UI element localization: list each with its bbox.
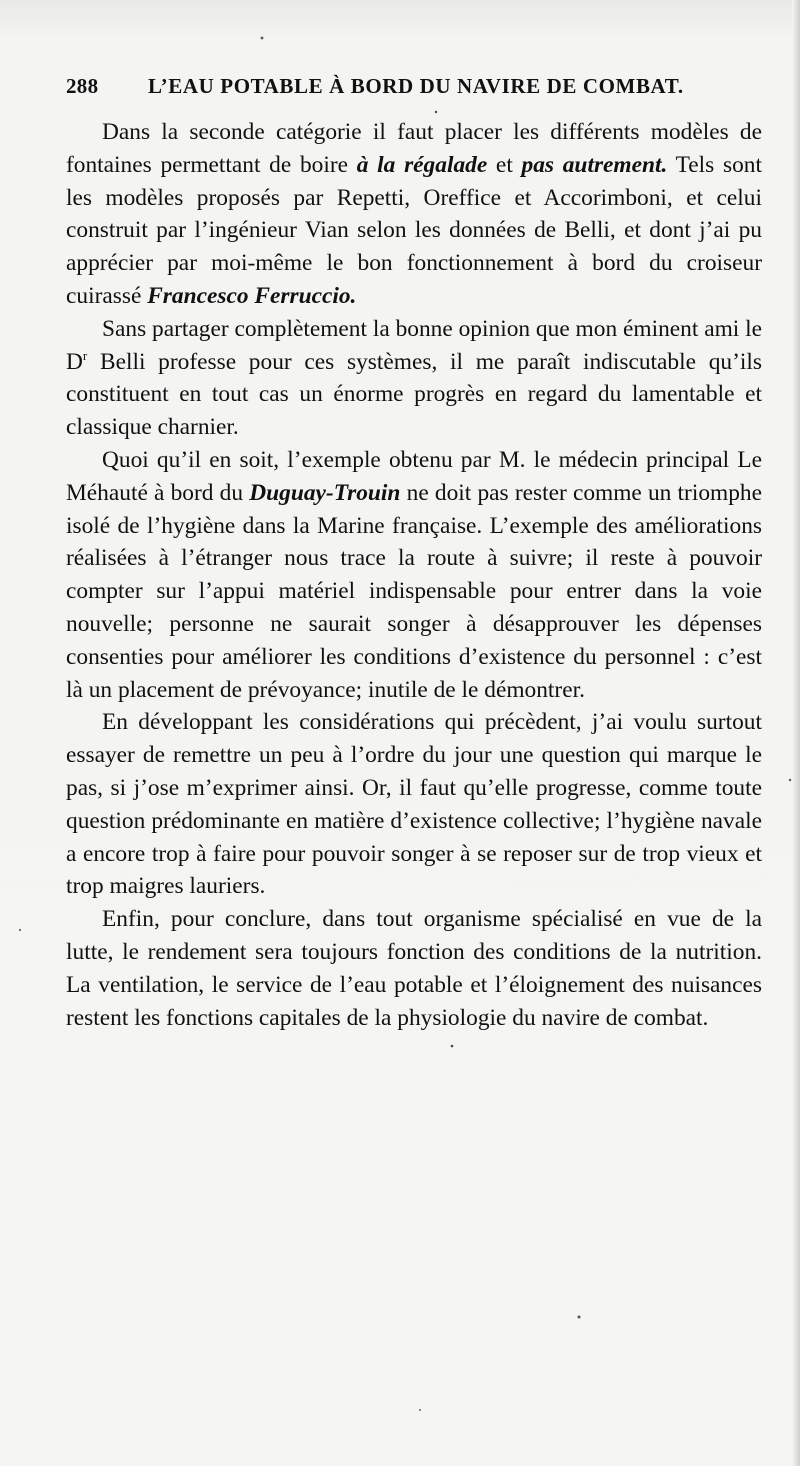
body-text: [66, 116, 762, 1034]
paragraph-3-text-a: Quoi qu’il en soit, l’exemple obtenu par M. le médecin principal Le Méhauté à bord du: [66, 446, 762, 506]
paragraph-4: [66, 706, 762, 903]
speck: [261, 37, 264, 40]
paragraph-4-text: En développant les considérations qui précèdent, j’ai voulu surtout essayer de remettre un peu à l’ordre du jour une question qui marque le pas, si j’ose m’exprimer ainsi. Or, il faut qu’elle progresse, comme toute question prédominante en matière d’existence collective; l’hygiène navale a encore trop à faire pour pouvoir songer à se reposer sur de trop vieux et trop maigres lauriers.: [66, 709, 762, 900]
paragraph-5: [66, 903, 762, 1034]
page-number: 288: [66, 74, 99, 98]
page-edge: [792, 0, 800, 1466]
speck: [789, 779, 791, 781]
speck: [451, 1045, 454, 1048]
running-title: L’EAU POTABLE À BORD DU NAVIRE DE COMBAT.: [148, 74, 684, 98]
speck: [435, 111, 437, 113]
paragraph-3-text-c: ne doit pas rester comme un triomphe isolé de l’hygiène dans la Marine française. L’exemple des améliorations réalisées à l’étranger nous trace la route à suivre; il reste à pouvoir compter sur l’appui matériel indispensable pour entrer dans la voie nouvelle; personne ne saurait songer à désapprouver les dépenses consenties pour améliorer les conditions d’existence du personnel : c’est là un placement de prévoyance; inutile de le démontrer.: [66, 479, 762, 703]
paragraph-1: [66, 116, 762, 313]
paragraph-5-text: Enfin, pour conclure, dans tout organisme spécialisé en vue de la lutte, le rendement sera toujours fonction des conditions de la nutrition. La ventilation, le service de l’eau potable et l’éloignement des nuisances restent les fonctions capitales de la physiologie du navire de combat.: [66, 906, 762, 1031]
page-header: [66, 74, 760, 108]
paragraph-1-text-e: Tels sont les modèles proposés par Repetti, Oreffice et Accorimboni, et celui construit par l’ingénieur Vian selon les données de Belli, et dont j’ai pu apprécier par moi-même le bon fonctionnement à bord du croiseur cuirassé: [66, 151, 762, 309]
paragraph-1-italic-pas-autrement: pas autrement.: [521, 151, 668, 178]
paragraph-1-text-c: et: [487, 151, 522, 178]
paragraph-2-superscript: r: [82, 347, 88, 363]
speck: [578, 1316, 581, 1319]
paragraph-1-text-a: Dans la seconde catégorie il faut placer les différents modèles de fontaines permettant de boire: [66, 119, 762, 178]
paragraph-3: [66, 444, 762, 706]
paragraph-1-italic-ship-name: Francesco Ferruccio.: [147, 282, 357, 309]
speck: [419, 1409, 421, 1411]
paragraph-3-italic-ship-name: Duguay-Trouin: [249, 479, 401, 506]
paragraph-2-text-a: Sans partager complètement la bonne opinion que mon éminent ami le D: [66, 315, 762, 375]
paragraph-2: [66, 313, 762, 444]
paragraph-2-text-b: Belli professe pour ces systèmes, il me paraît indiscutable qu’ils constituent en tout cas un énorme progrès en regard du lamentable et classique charnier.: [66, 348, 762, 441]
paragraph-1-italic-regalade: à la régalade: [356, 151, 488, 178]
speck: [19, 929, 21, 931]
